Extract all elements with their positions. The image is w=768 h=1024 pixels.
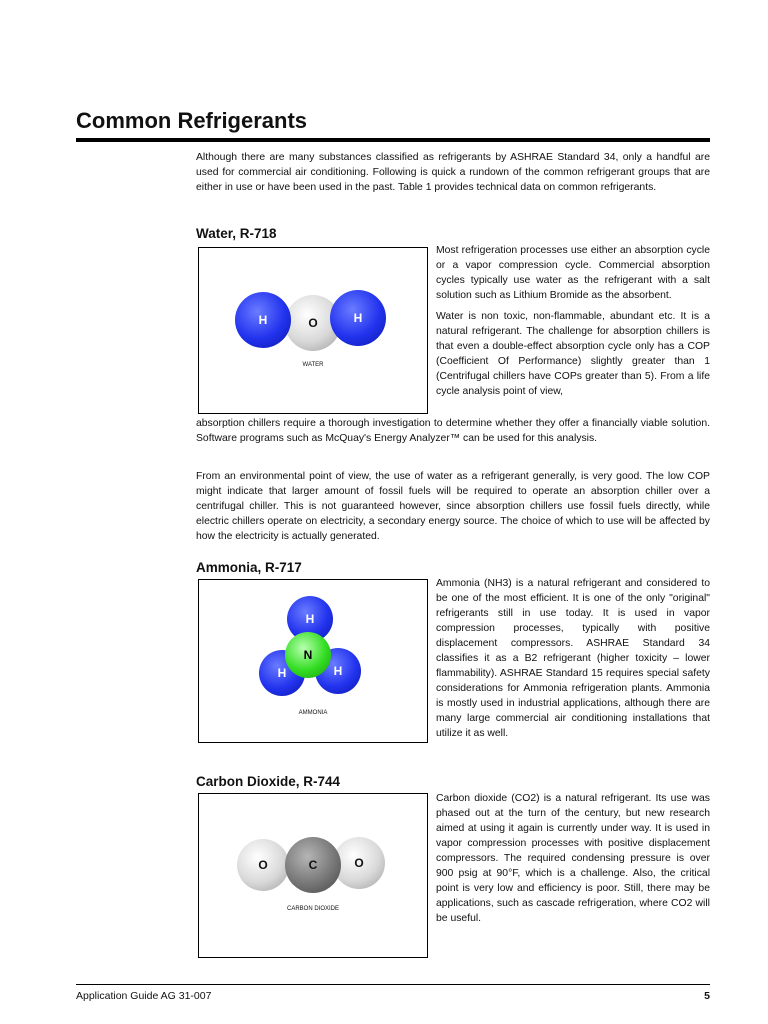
ammonia-atom-h-top: H [287, 596, 333, 642]
water-atom-o: O [285, 295, 341, 351]
ammonia-atom-h-right: H [315, 648, 361, 694]
co2-atom-o-right: O [333, 837, 385, 889]
ammonia-molecule-figure [198, 579, 428, 743]
ammonia-figure-label: AMMONIA [298, 710, 328, 716]
co2-atom-c: C [285, 837, 341, 893]
water-side-text [436, 243, 710, 399]
co2-figure-label: CARBON DIOXIDE [286, 906, 339, 912]
water-paragraph-2-wide: absorption chillers require a thorough investigation to determine whether they offer a financially viable solution. Software programs such as McQuay's Energy Analyzer™ can be used for this analysis. [196, 418, 710, 444]
co2-atom-o-left: O [237, 839, 289, 891]
water-heading: Water, R-718 [196, 226, 277, 241]
footer-rule [76, 984, 710, 985]
co2-heading: Carbon Dioxide, R-744 [196, 774, 341, 789]
water-atom-h-right: H [330, 290, 386, 346]
title-rule [76, 138, 710, 142]
ammonia-paragraph: Ammonia (NH3) is a natural refrigerant and considered to be one of the most efficient. It is one of the only "original" refrigerants still in use today. It is used in vapor compression processes, typically with positive displacement compressors. ASHRAE Standard 34 classifies it as a B2 refrigerant (higher toxicity – lower flammability). ASHRAE Standard 15 requires special safety considerations for Ammonia refrigeration plants. Ammonia is mostly used in industrial applications, although there are many large commercial air conditioning installations that utilize it as well. [436, 578, 710, 739]
water-molecule-figure [198, 247, 428, 414]
water-paragraph-3: From an environmental point of view, the use of water as a refrigerant generally, is very good. The low COP might indicate that larger amount of fossil fuels will be required to operate an absorption chiller over a centrifugal chiller. This is not guaranteed however, since absorption chillers use fossil fuels directly, while electric chillers operate on electricity, a secondary energy source. The choice of which to use will be affected by how the electricity is actually generated. [196, 471, 710, 542]
water-figure-label: WATER [302, 362, 324, 368]
intro-paragraph: Although there are many substances classified as refrigerants by ASHRAE Standard 34, only a handful are used for commercial air conditioning. Following is quick a rundown of the common refrigerant groups that are either in use or have been used in the past. Table 1 provides technical data on common refrigerants. [196, 152, 710, 193]
co2-paragraph: Carbon dioxide (CO2) is a natural refrigerant. Its use was phased out at the turn of the century, but new research aimed at using it again is currently under way. It is used in vapor compression processes with positive displacement compressors. The required condensing pressure is over 900 psig at 90°F, which is a challenge. Also, the critical point is very low and efficiency is poor. Still, there may be applications, such as cascade refrigeration, where CO2 will be useful. [436, 793, 710, 924]
water-paragraph-1: Most refrigeration processes use either an absorption cycle or a vapor compression cycle. Commercial absorption cycles typically use water as the refrigerant with a salt solution such as Lithium Bromide as the absorbent. [436, 245, 710, 301]
footer-page-number: 5 [704, 990, 710, 1002]
co2-molecule-figure [198, 793, 428, 958]
water-atom-h-left: H [235, 292, 291, 348]
ammonia-atom-n: N [285, 632, 331, 678]
water-paragraph-2-side: Water is non toxic, non-flammable, abundant etc. It is a natural refrigerant. The challenge for absorption chillers is that even a double-effect absorption cycle only has a COP (Coefficient Of Performance) slightly greater than 1 (Centrifugal chillers have COPs greater than 5). From a life cycle analysis point of view, [436, 311, 710, 397]
footer-guide-title: Application Guide AG 31-007 [76, 990, 212, 1002]
ammonia-atom-h-left: H [259, 650, 305, 696]
ammonia-heading: Ammonia, R-717 [196, 560, 302, 575]
page-title: Common Refrigerants [76, 108, 308, 133]
